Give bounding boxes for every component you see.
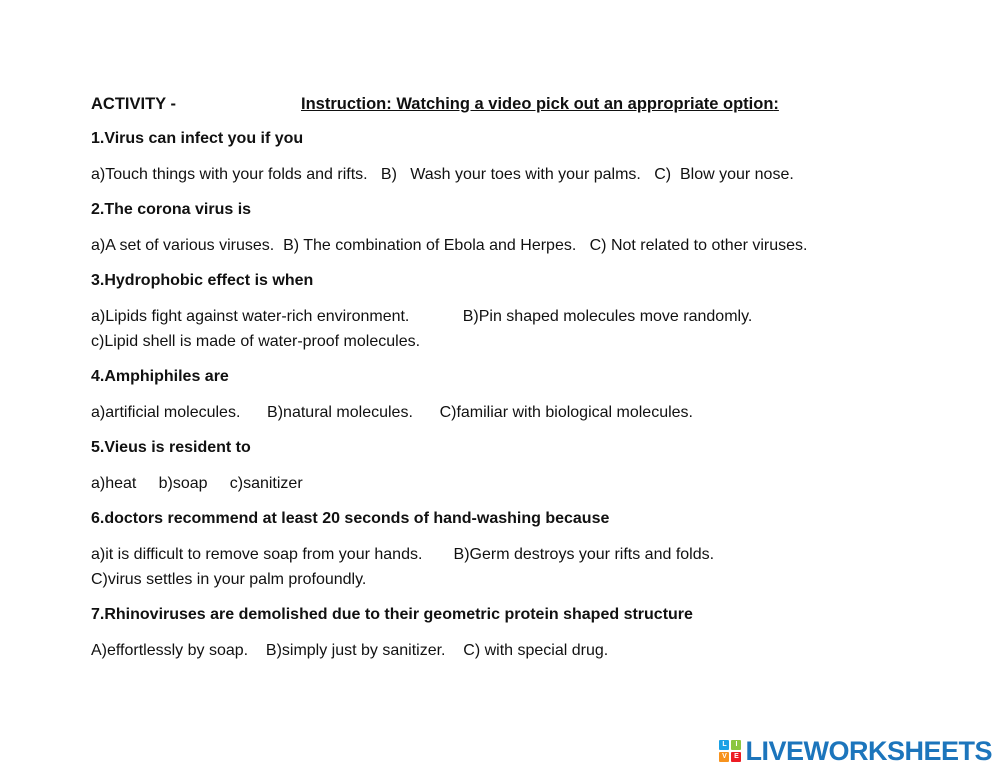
- question-5-answers: [91, 471, 951, 496]
- instruction-text: Instruction: Watching a video pick out an appropriate option: [301, 95, 774, 113]
- question-1-text: 1.Virus can infect you if you: [91, 130, 304, 147]
- question-2-text: 2.The corona virus is: [91, 201, 252, 218]
- question-3: [91, 269, 951, 354]
- question-1-answers: [91, 162, 951, 187]
- activity-label: ACTIVITY -: [91, 95, 176, 113]
- answer-line: C)virus settles in your palm profoundly.: [91, 571, 367, 588]
- question-4-answers: [91, 400, 951, 425]
- header-row: [91, 92, 951, 116]
- question-4-text: 4.Amphiphiles are: [91, 368, 229, 385]
- logo-block: E: [731, 752, 741, 762]
- liveworksheets-logo: [719, 736, 992, 766]
- question-6-answers: [91, 542, 951, 592]
- question-2-answers: [91, 233, 951, 258]
- question-3-text: 3.Hydrophobic effect is when: [91, 272, 314, 289]
- question-7: [91, 603, 951, 663]
- question-7-text: 7.Rhinoviruses are demolished due to their geometric protein shaped structure: [91, 606, 693, 623]
- logo-block: L: [719, 740, 729, 750]
- answer-line: a)it is difficult to remove soap from your hands. B)Germ destroys your rifts and folds.: [91, 546, 715, 563]
- logo-block: V: [719, 752, 729, 762]
- instruction-colon: :: [773, 95, 779, 113]
- answer-line: A)effortlessly by soap. B)simply just by sanitizer. C) with special drug.: [91, 642, 609, 659]
- question-2: [91, 198, 951, 258]
- question-3-answers: [91, 304, 951, 354]
- answer-line: a)artificial molecules. B)natural molecules. C)familiar with biological molecules.: [91, 404, 693, 421]
- instruction-heading: [301, 92, 779, 116]
- question-5: [91, 436, 951, 496]
- answer-line: a)Touch things with your folds and rifts. B) Wash your toes with your palms. C) Blow your nose.: [91, 166, 794, 183]
- answer-line: a)A set of various viruses. B) The combination of Ebola and Herpes. C) Not related to other viruses.: [91, 237, 808, 254]
- logo-blocks-icon: [719, 740, 741, 762]
- answer-line: c)Lipid shell is made of water-proof molecules.: [91, 333, 421, 350]
- worksheet: [91, 92, 951, 663]
- question-5-text: 5.Vieus is resident to: [91, 439, 251, 456]
- logo-text: LIVEWORKSHEETS: [745, 736, 992, 766]
- answer-line: a)heat b)soap c)sanitizer: [91, 475, 303, 492]
- answer-line: a)Lipids fight against water-rich environment. B)Pin shaped molecules move randomly.: [91, 308, 753, 325]
- question-4: [91, 365, 951, 425]
- question-1: [91, 127, 951, 187]
- question-6-text: 6.doctors recommend at least 20 seconds of hand-washing because: [91, 510, 610, 527]
- question-6: [91, 507, 951, 592]
- question-7-answers: [91, 638, 951, 663]
- logo-block: I: [731, 740, 741, 750]
